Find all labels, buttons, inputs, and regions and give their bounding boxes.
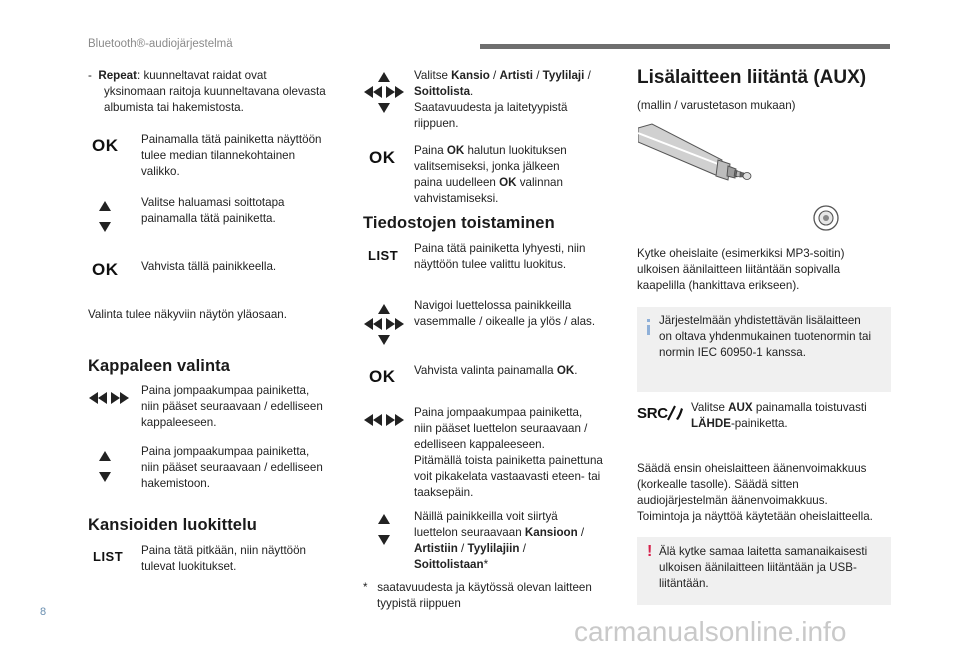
four-way-arrows-icon [363, 71, 405, 115]
warning-text-2: ulkoisen äänilaitteen liitäntään ja USB- [659, 561, 857, 574]
ud3-text-1: Näillä painikkeilla voit siirtyä [414, 510, 558, 523]
list-button-icon: LIST [368, 248, 399, 263]
ok1-text-3: valikko. [141, 165, 180, 178]
lr2-text-6: taaksepäin. [414, 486, 474, 499]
lr1-text-2: niin pääset seuraavaan / edelliseen [141, 400, 323, 413]
file-playback-heading: Tiedostojen toistaminen [363, 214, 555, 232]
lr2-text-3: edelliseen kappaleeseen. [414, 438, 545, 451]
volume-text-1: Säädä ensin oheislaitteen äänenvoimakkuus [637, 462, 867, 475]
repeat-line-1: - Repeat: kuunneltavat raidat ovat [88, 69, 267, 82]
up-down-arrows-icon [98, 200, 112, 234]
selection-note: Valinta tulee näkyviin näytön yläosaan. [88, 308, 287, 321]
ok1-text-1: Painamalla tätä painiketta näyttöön [141, 133, 322, 146]
repeat-line-3: albumista tai hakemistosta. [104, 101, 244, 114]
select-category-line-2: Soittolista. [414, 85, 474, 98]
ok4-text: Vahvista valinta painamalla OK. [414, 364, 578, 377]
four-way-arrows-icon [363, 303, 405, 347]
src-text-1: Valitse AUX painamalla toistuvasti [691, 401, 867, 414]
footnote-line-2: tyypistä riippuen [377, 597, 461, 610]
warning-text-1: Älä kytke samaa laitetta samanaikaisesti [659, 545, 868, 558]
updown1-text-1: Valitse haluamasi soittotapa [141, 196, 285, 209]
lr1-text-1: Paina jompaakumpaa painiketta, [141, 384, 310, 397]
list2-text-2: näyttöön tulee valittu luokitus. [414, 258, 567, 271]
ok2-text: Vahvista tällä painikkeella. [141, 260, 277, 273]
connect-text-1: Kytke oheislaite (esimerkiksi MP3-soitin) [637, 247, 845, 260]
lr2-text-5: voit pikakelata vastaavasti eteen- tai [414, 470, 601, 483]
footnote-line-1: * saatavuudesta ja käytössä olevan laitteen [363, 581, 592, 594]
list-button-icon: LIST [93, 549, 124, 564]
ud3-text-2: luettelon seuraavaan Kansioon / [414, 526, 585, 539]
aux-socket-icon [811, 203, 841, 233]
lr2-text-1: Paina jompaakumpaa painiketta, [414, 406, 583, 419]
connect-text-3: kaapelilla (hankittava erikseen). [637, 279, 800, 292]
ud2-text-3: hakemistoon. [141, 477, 210, 490]
lr1-text-3: kappaleeseen. [141, 416, 217, 429]
connect-text-2: ulkoisen äänilaitteen liitäntään sopivalla [637, 263, 841, 276]
left-right-arrows-icon [363, 413, 405, 427]
warning-text-3: liitäntään. [659, 577, 709, 590]
left-right-arrows-icon [88, 391, 130, 405]
folder-sort-heading: Kansioiden luokittelu [88, 516, 257, 534]
ud3-text-3: Artistiin / Tyylilajiin / [414, 542, 526, 555]
repeat-line-2: yksinomaan raitoja kuunneltavana olevasta [104, 85, 326, 98]
info-icon [647, 325, 650, 335]
ok-button-icon: OK [369, 148, 396, 167]
volume-text-3: audiojärjestelmän äänenvoimakkuus. [637, 494, 828, 507]
ok1-text-2: tulee median tilannekohtainen [141, 149, 296, 162]
list2-text-1: Paina tätä painiketta lyhyesti, niin [414, 242, 586, 255]
header-title: Bluetooth®-audiojärjestelmä [88, 38, 233, 50]
select-category-line-4: riippuen. [414, 117, 459, 130]
volume-text-2: (korkealle tasolle). Säädä sitten [637, 478, 799, 491]
aux-subtitle: (mallin / varustetason mukaan) [637, 99, 796, 112]
ok3-line-1: Paina OK halutun luokituksen [414, 144, 567, 157]
ud2-text-1: Paina jompaakumpaa painiketta, [141, 445, 310, 458]
ok-button-icon: OK [92, 260, 119, 279]
lr2-text-4: Pitämällä toista painiketta painettuna [414, 454, 603, 467]
phone-slash-icon [666, 404, 684, 422]
ud2-text-2: niin pääset seuraavaan / edelliseen [141, 461, 323, 474]
info-icon-dot [647, 319, 650, 322]
track-selection-heading: Kappaleen valinta [88, 357, 230, 375]
select-category-line-1: Valitse Kansio / Artisti / Tyylilaji / [414, 69, 591, 82]
info-text-2: on oltava yhdenmukainen tuotenormin tai [659, 330, 872, 343]
nav-text-2: vasemmalle / oikealle ja ylös / alas. [414, 315, 596, 328]
up-down-arrows-icon [98, 450, 112, 484]
volume-text-4: Toimintoja ja näyttöä käytetään oheislaitteella. [637, 510, 873, 523]
info-text-3: normin IEC 60950-1 kanssa. [659, 346, 806, 359]
ok-button-icon: OK [369, 367, 396, 386]
list1-text-1: Paina tätä pitkään, niin näyttöön [141, 544, 307, 557]
warning-icon: ! [647, 543, 653, 560]
list1-text-2: tulevat luokitukset. [141, 560, 237, 573]
ok3-line-4: vahvistamiseksi. [414, 192, 499, 205]
header-bar [480, 44, 890, 49]
aux-heading: Lisälaitteen liitäntä (AUX) [637, 67, 867, 88]
watermark: carmanualsonline.info [574, 616, 847, 647]
src-text-2: LÄHDE-painiketta. [691, 417, 788, 430]
ok3-line-2: valitsemiseksi, jonka jälkeen [414, 160, 560, 173]
ok3-line-3: paina uudelleen OK valinnan [414, 176, 563, 189]
lr2-text-2: niin pääset luettelon seuraavaan / [414, 422, 588, 435]
nav-text-1: Navigoi luettelossa painikkeilla [414, 299, 572, 312]
up-down-arrows-icon [377, 513, 391, 547]
ud3-text-4: Soittolistaan* [414, 558, 489, 571]
page-number: 8 [40, 606, 47, 618]
select-category-line-3: Saatavuudesta ja laitetyypistä [414, 101, 568, 114]
updown1-text-2: painamalla tätä painiketta. [141, 212, 276, 225]
info-text-1: Järjestelmään yhdistettävän lisälaitteen [659, 314, 861, 327]
ok-button-icon: OK [92, 136, 119, 155]
src-button-icon: SRC [637, 405, 668, 422]
